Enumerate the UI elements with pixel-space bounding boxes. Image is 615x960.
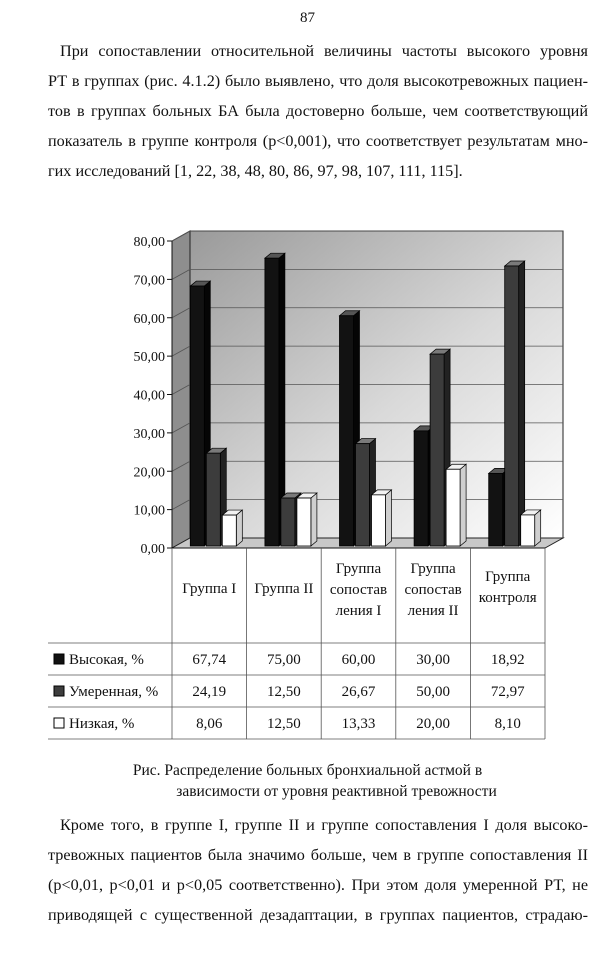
category-label: ления I xyxy=(335,603,382,619)
data-label: 12,50 xyxy=(267,684,301,700)
text-line: РТ в группах (рис. 4.1.2) было выявлено, что доля высокотревожных пациен- xyxy=(48,72,588,90)
text-line: показатель в группе контроля (p<0,001), что соответствует результатам мно- xyxy=(48,132,588,150)
bar-low xyxy=(297,498,311,546)
paragraph-1 xyxy=(48,36,588,186)
bar-low-side xyxy=(311,493,317,546)
bar-low-side xyxy=(236,510,242,546)
bar-low xyxy=(222,515,236,546)
category-label: Группа I xyxy=(182,581,237,597)
data-label: 8,10 xyxy=(494,716,521,732)
bar-moderate xyxy=(505,266,519,546)
legend-moderate-swatch xyxy=(54,686,64,696)
bar-low-side xyxy=(386,490,392,546)
legend-low-swatch xyxy=(54,718,64,728)
page-number: 87 xyxy=(300,10,315,26)
data-label: 24,19 xyxy=(192,684,227,700)
y-tick-label: 30,00 xyxy=(133,426,165,442)
category-label: Группа xyxy=(485,569,531,585)
y-tick-label: 0,00 xyxy=(140,542,165,557)
data-label: 13,33 xyxy=(341,716,376,732)
caption-line-1: Рис. Распределение больных бронхиальной астмой в xyxy=(132,762,483,779)
bar-low xyxy=(521,515,535,546)
figure-caption xyxy=(0,760,615,802)
text-line: Кроме того, в группе I, группе II и группе сопоставления I доля высоко- xyxy=(60,816,588,834)
legend-moderate-label: Умеренная, % xyxy=(69,684,159,700)
bar-high xyxy=(190,286,204,546)
bar-low-side xyxy=(535,510,541,546)
y-tick-label: 10,00 xyxy=(133,503,165,519)
category-label: сопостав xyxy=(404,582,462,598)
data-label: 72,97 xyxy=(490,684,525,700)
category-label: сопостав xyxy=(329,582,388,598)
bar-moderate xyxy=(430,354,444,546)
bar-low xyxy=(372,495,386,546)
data-label: 8,06 xyxy=(196,716,223,732)
bar-moderate xyxy=(356,444,370,546)
y-tick-label: 20,00 xyxy=(133,465,165,481)
text-line: тревожных пациентов была значимо больше, чем в группе сопоставления II xyxy=(48,846,588,864)
bar-high xyxy=(414,431,428,546)
data-label: 60,00 xyxy=(341,652,376,668)
caption-line-2: зависимости от уровня реактивной тревожности xyxy=(176,783,497,800)
text-line: тов в группах больных БА была достоверно больше, чем соответствующий xyxy=(48,102,588,120)
y-tick-label: 70,00 xyxy=(133,273,165,289)
data-label: 20,00 xyxy=(416,716,450,732)
category-label: Группа xyxy=(335,561,382,577)
text-line: гих исследований [1, 22, 38, 48, 80, 86, 97, 98, 107, 111, 115]. xyxy=(48,162,463,180)
text-line: (p<0,01, p<0,01 и p<0,05 соответственно). При этом доля умеренной РТ, не xyxy=(48,876,588,894)
legend-low-label: Низкая, % xyxy=(69,716,135,732)
bar-high xyxy=(340,316,354,546)
data-label: 50,00 xyxy=(416,684,450,700)
bar-high xyxy=(489,473,503,546)
data-label: 75,00 xyxy=(267,652,301,668)
data-label: 12,50 xyxy=(267,716,301,732)
bar-low xyxy=(446,469,460,546)
y-tick-label: 50,00 xyxy=(133,350,165,366)
y-tick-label: 40,00 xyxy=(133,388,165,404)
bar-moderate-side xyxy=(519,261,525,546)
category-label: контроля xyxy=(478,590,537,606)
y-tick-label: 60,00 xyxy=(133,311,165,327)
data-label: 26,67 xyxy=(341,684,376,700)
bar-low-side xyxy=(460,464,466,546)
bar-moderate xyxy=(281,498,295,546)
data-label: 67,74 xyxy=(192,652,227,668)
category-label: Группа II xyxy=(254,581,314,597)
y-tick-label: 80,00 xyxy=(133,235,165,250)
bar-moderate xyxy=(206,453,220,546)
category-label: ления II xyxy=(407,603,459,619)
text-line: приводящей с существенной дезадаптации, в группах пациентов, страдаю- xyxy=(48,906,588,924)
data-label: 18,92 xyxy=(490,652,525,668)
legend-high-label: Высокая, % xyxy=(69,652,144,668)
data-label: 30,00 xyxy=(416,652,450,668)
bar-chart xyxy=(0,220,615,732)
paragraph-2 xyxy=(48,810,588,930)
legend-high-swatch xyxy=(54,654,64,664)
text-line: При сопоставлении относительной величины частоты высокого уровня xyxy=(60,42,588,60)
category-label: Группа xyxy=(410,561,456,577)
bar-high xyxy=(265,258,279,546)
